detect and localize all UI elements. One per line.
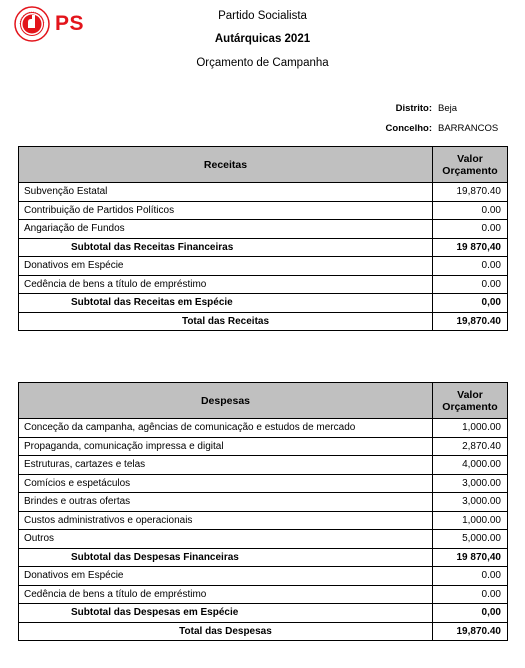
despesas-row <box>19 622 508 641</box>
receitas-row-label: Subtotal das Receitas em Espécie <box>19 294 433 313</box>
receitas-row-value: 0.00 <box>433 257 508 276</box>
distrito-value: Beja <box>438 103 458 114</box>
despesas-body <box>19 419 508 641</box>
receitas-row <box>19 220 508 239</box>
despesas-row <box>19 474 508 493</box>
despesas-row-value: 5,000.00 <box>433 530 508 549</box>
receitas-header: Receitas <box>19 147 433 183</box>
distrito-label: Distrito: <box>395 103 432 114</box>
despesas-row <box>19 548 508 567</box>
despesas-row-value: 3,000.00 <box>433 474 508 493</box>
despesas-row-label: Outros <box>19 530 433 549</box>
despesas-row <box>19 419 508 438</box>
despesas-row-label: Cedência de bens a título de empréstimo <box>19 585 433 604</box>
concelho-label: Concelho: <box>385 123 432 134</box>
receitas-table <box>18 146 508 331</box>
despesas-row-label: Total das Despesas <box>19 622 433 641</box>
despesas-row-label: Propaganda, comunicação impressa e digital <box>19 437 433 456</box>
receitas-valor-header: Valor Orçamento <box>433 147 508 183</box>
receitas-body <box>19 183 508 331</box>
receitas-row <box>19 294 508 313</box>
despesas-row-value: 19,870.40 <box>433 622 508 641</box>
party-logo-text: PS <box>55 12 85 35</box>
election-title: Autárquicas 2021 <box>214 33 311 45</box>
receitas-row-label: Contribuição de Partidos Políticos <box>19 201 433 220</box>
despesas-row-label: Subtotal das Despesas em Espécie <box>19 604 433 623</box>
receitas-row <box>19 183 508 202</box>
receitas-row-value: 19,870.40 <box>433 183 508 202</box>
despesas-row <box>19 437 508 456</box>
despesas-row <box>19 530 508 549</box>
despesas-row <box>19 456 508 475</box>
receitas-row-value: 19 870,40 <box>433 238 508 257</box>
receitas-row-value: 0.00 <box>433 220 508 239</box>
despesas-row-value: 0.00 <box>433 567 508 586</box>
receitas-row <box>19 275 508 294</box>
despesas-row-label: Comícios e espetáculos <box>19 474 433 493</box>
receitas-row-value: 0.00 <box>433 275 508 294</box>
receitas-row-label: Subtotal das Receitas Financeiras <box>19 238 433 257</box>
despesas-row-value: 0.00 <box>433 585 508 604</box>
despesas-row-value: 19 870,40 <box>433 548 508 567</box>
despesas-row <box>19 585 508 604</box>
despesas-row <box>19 567 508 586</box>
despesas-row-label: Estruturas, cartazes e telas <box>19 456 433 475</box>
despesas-table <box>18 382 508 641</box>
receitas-row <box>19 201 508 220</box>
receitas-row-label: Donativos em Espécie <box>19 257 433 276</box>
party-name: Partido Socialista <box>218 10 307 22</box>
despesas-row-value: 1,000.00 <box>433 511 508 530</box>
receitas-row-label: Subvenção Estatal <box>19 183 433 202</box>
receitas-row-value: 19,870.40 <box>433 312 508 331</box>
receitas-row-value: 0.00 <box>433 201 508 220</box>
despesas-row-label: Brindes e outras ofertas <box>19 493 433 512</box>
despesas-row <box>19 511 508 530</box>
despesas-row-value: 2,870.40 <box>433 437 508 456</box>
despesas-row-value: 0,00 <box>433 604 508 623</box>
receitas-row-label: Angariação de Fundos <box>19 220 433 239</box>
despesas-row <box>19 493 508 512</box>
despesas-row-value: 1,000.00 <box>433 419 508 438</box>
receitas-row <box>19 257 508 276</box>
despesas-row-label: Custos administrativos e operacionais <box>19 511 433 530</box>
despesas-valor-header: Valor Orçamento <box>433 383 508 419</box>
despesas-row-label: Conceção da campanha, agências de comunicação e estudos de mercado <box>19 419 433 438</box>
despesas-row <box>19 604 508 623</box>
despesas-row-value: 3,000.00 <box>433 493 508 512</box>
document-title: Orçamento de Campanha <box>196 57 329 69</box>
concelho-value: BARRANCOS <box>438 123 499 134</box>
despesas-row-label: Donativos em Espécie <box>19 567 433 586</box>
despesas-row-value: 4,000.00 <box>433 456 508 475</box>
receitas-row <box>19 312 508 331</box>
receitas-row-label: Cedência de bens a título de empréstimo <box>19 275 433 294</box>
despesas-header: Despesas <box>19 383 433 419</box>
receitas-row-value: 0,00 <box>433 294 508 313</box>
receitas-row <box>19 238 508 257</box>
receitas-row-label: Total das Receitas <box>19 312 433 331</box>
despesas-row-label: Subtotal das Despesas Financeiras <box>19 548 433 567</box>
